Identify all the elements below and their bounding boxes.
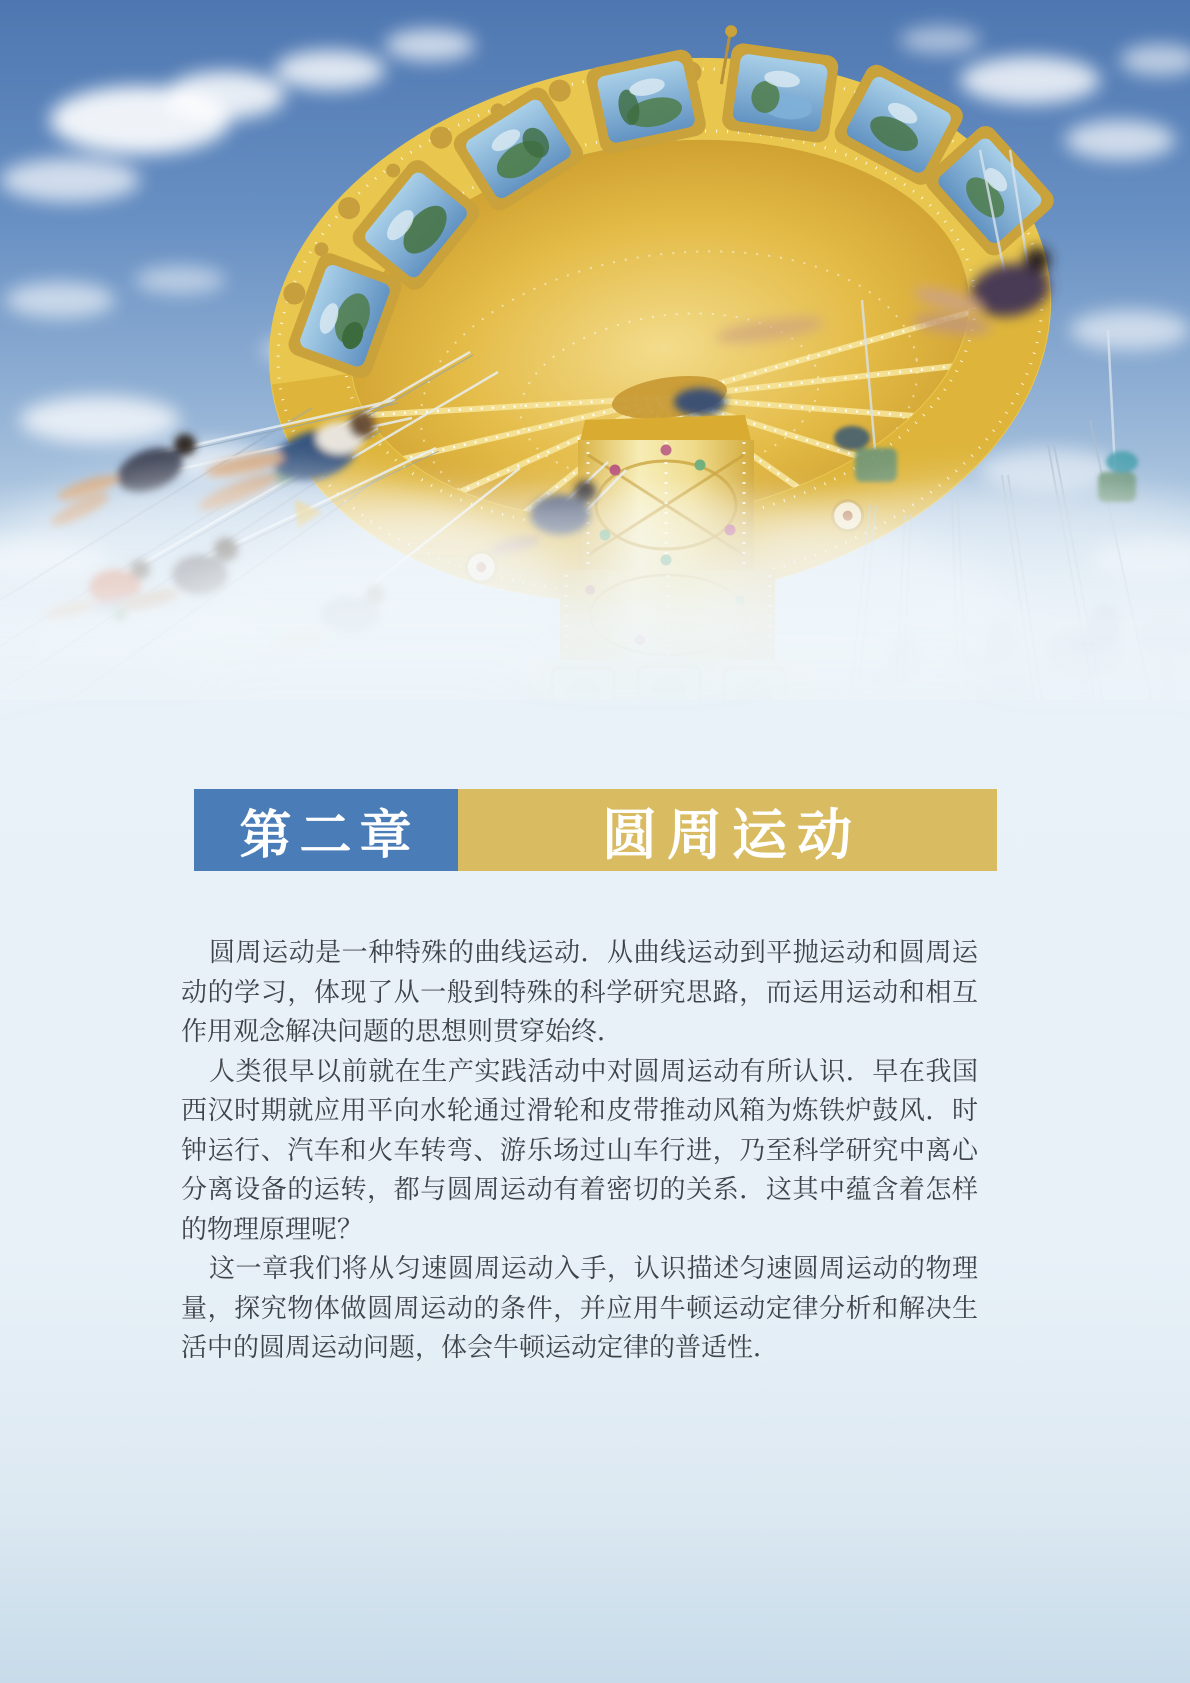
- intro-paragraph-1: 圆周运动是一种特殊的曲线运动．从曲线运动到平抛运动和圆周运动的学习，体现了从一般到特殊的科学研究思路，而运用运动和相互作用观念解决问题的思想则贯穿始终．: [181, 937, 978, 1046]
- chapter-number-label: 第二章: [239, 806, 420, 865]
- folded-chair-blob: [674, 388, 726, 416]
- photo-fade: [0, 470, 1190, 740]
- chapter-title-label: 圆周运动: [601, 803, 862, 866]
- chapter-opener-photo: [0, 0, 1190, 740]
- intro-paragraph-3: 这一章我们将从匀速圆周运动入手，认识描述匀速圆周运动的物理量，探究物体做圆周运动的条件，并应用牛顿运动定律分析和解决生活中的圆周运动问题，体会牛顿运动定律的普适性．: [181, 1253, 978, 1362]
- chapter-banner: [194, 789, 997, 871]
- chapter-intro-text: [181, 933, 978, 1368]
- intro-paragraph-2: 人类很早以前就在生产实践活动中对圆周运动有所认识．早在我国西汉时期就应用平向水轮通过滑轮和皮带推动风箱为炼铁炉鼓风．时钟运行、汽车和火车转弯、游乐场过山车行进，乃至科学研究中离心分离设备的运转，都与圆周运动有着密切的关系．这其中蕴含着怎样的物理原理呢？: [181, 1055, 978, 1244]
- chapter-number-box: [194, 789, 458, 871]
- chapter-title-box: [458, 789, 997, 871]
